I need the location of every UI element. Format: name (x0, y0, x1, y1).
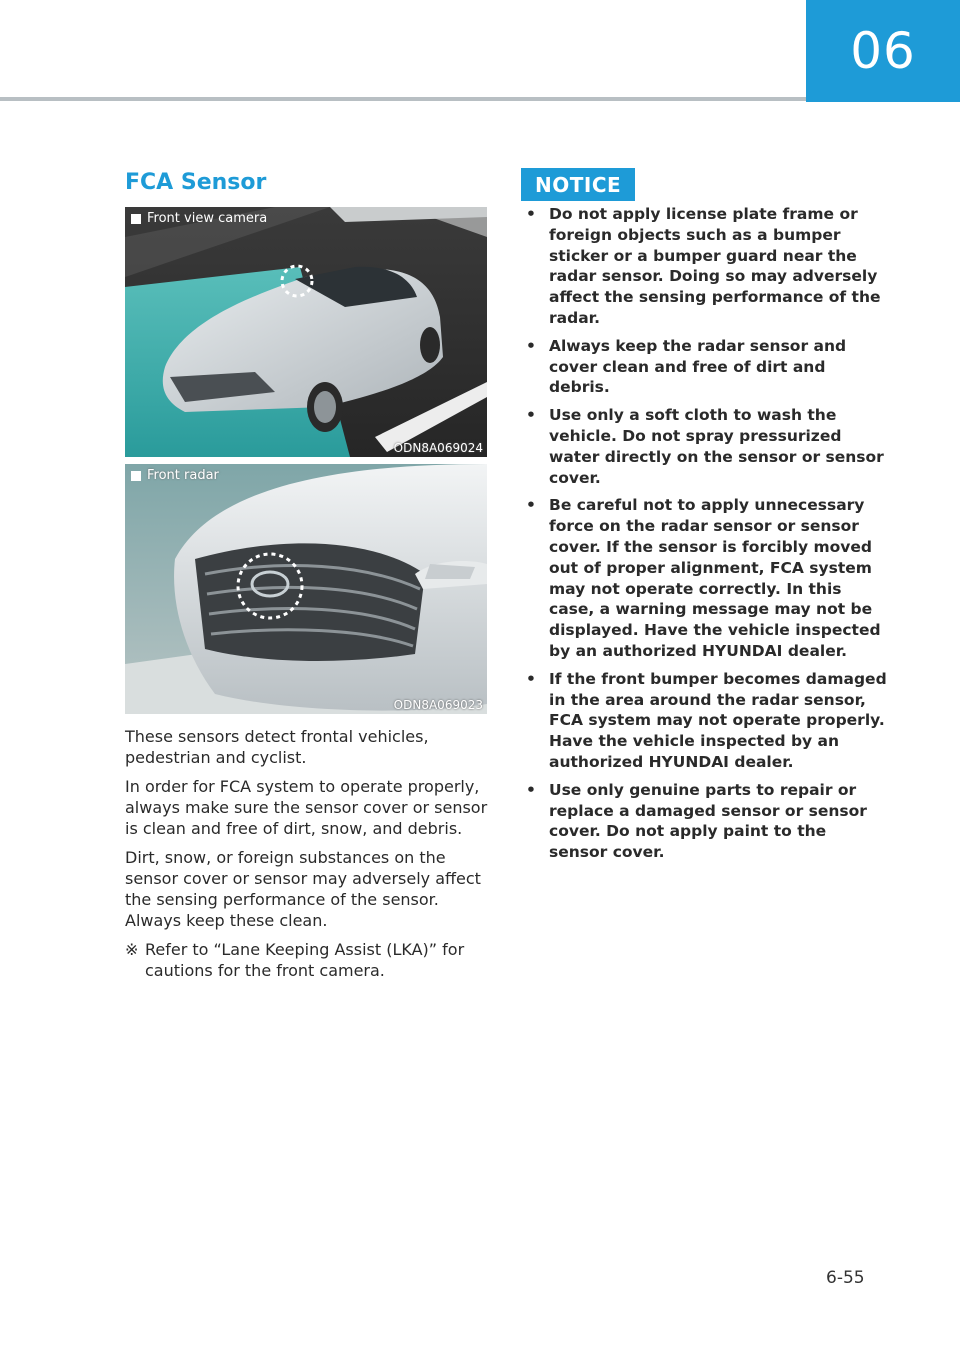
figure-label (131, 468, 219, 483)
body-text (125, 726, 490, 981)
front-camera-figure (125, 207, 487, 457)
notice-item-text: Always keep the radar sensor and cover clean and free of dirt and debris. (549, 336, 847, 397)
bullet-icon: • (526, 780, 536, 799)
header-rule (0, 97, 806, 101)
bullet-icon: • (526, 669, 536, 688)
figure-code: ODN8A069023 (393, 698, 483, 712)
notice-item-text: Be careful not to apply unnecessary force on the radar sensor or sensor cover. If the sensor is forcibly moved out of proper alignment, FCA system may not operate correctly. In this case, a warning message may not be displayed. Have the vehicle inspected by an authorized HYUNDAI dealer. (549, 496, 881, 660)
square-bullet-icon (131, 471, 141, 481)
note-text: Refer to “Lane Keeping Assist (LKA)” for cautions for the front camera. (145, 940, 465, 980)
notice-item (526, 669, 888, 773)
paragraph: These sensors detect frontal vehicles, pedestrian and cyclist. (125, 727, 429, 767)
bullet-icon: • (526, 205, 536, 223)
figure-label-text: Front radar (147, 468, 219, 483)
paragraph: In order for FCA system to operate properly, always make sure the sensor cover or sensor is clean and free of dirt, snow, and debris. (125, 777, 488, 838)
front-radar-illustration (125, 464, 487, 714)
reference-mark-icon: ※ (125, 940, 139, 959)
figure-code: ODN8A069024 (393, 441, 483, 455)
notice-item-text: If the front bumper becomes damaged in the area around the radar sensor, FCA system may not operate properly. Have the vehicle inspected by an authorized HYUNDAI dealer. (549, 669, 887, 771)
square-bullet-icon (131, 214, 141, 224)
front-camera-illustration (125, 207, 487, 457)
paragraph: Dirt, snow, or foreign substances on the sensor cover or sensor may adversely affect the sensing performance of the sensor. Always keep these clean. (125, 848, 481, 930)
bullet-icon: • (526, 406, 536, 425)
notice-item (526, 336, 888, 398)
notice-list (526, 204, 888, 870)
figure-label (131, 211, 267, 226)
notice-badge: NOTICE (521, 168, 635, 201)
notice-item (526, 495, 888, 661)
notice-item-text: Do not apply license plate frame or foreign objects such as a bumper sticker or a bumper guard near the radar sensor. Doing so may adversely affect the sensing performance of the radar. (549, 205, 881, 327)
page-number: 6-55 (826, 1268, 865, 1288)
section-title: FCA Sensor (125, 170, 267, 195)
notice-item (526, 405, 888, 488)
notice-item-text: Use only genuine parts to repair or replace a damaged sensor or sensor cover. Do not apply paint to the sensor cover. (549, 780, 867, 862)
front-radar-figure (125, 464, 487, 714)
notice-item-text: Use only a soft cloth to wash the vehicle. Do not spray pressurized water directly on the sensor or sensor cover. (549, 406, 884, 487)
note (125, 939, 490, 981)
figure-label-text: Front view camera (147, 211, 268, 226)
bullet-icon: • (526, 336, 536, 355)
chapter-tab: 06 (806, 0, 960, 102)
notice-item (526, 780, 888, 863)
bullet-icon: • (526, 496, 536, 515)
notice-item (526, 204, 888, 329)
